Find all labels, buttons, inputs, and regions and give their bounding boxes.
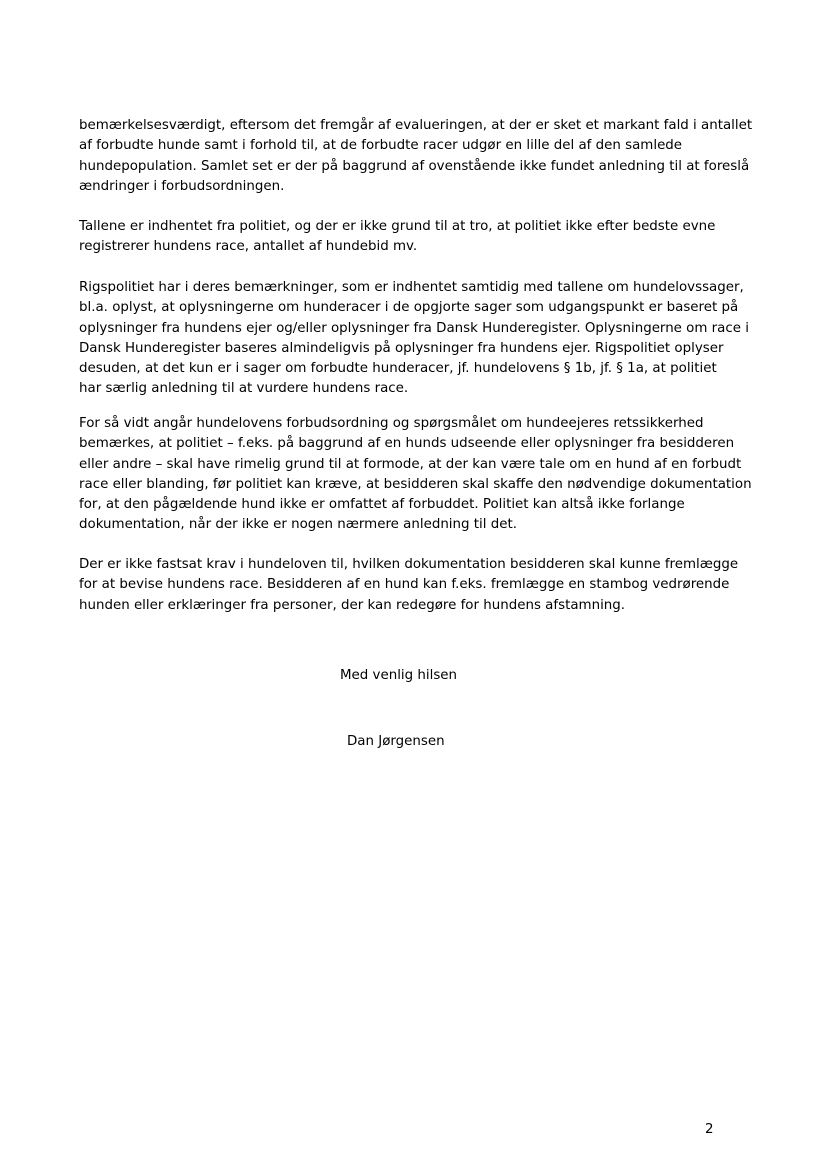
paragraph-3 bbox=[79, 278, 769, 400]
text-line: Dansk Hunderegister baseres almindeligvis på oplysninger fra hundens ejer. Rigspolitiet oplyser bbox=[79, 340, 724, 356]
paragraph-5 bbox=[79, 555, 769, 616]
text-line: registrerer hundens race, antallet af hundebid mv. bbox=[79, 239, 418, 255]
text-line: har særlig anledning til at vurdere hundens race. bbox=[79, 381, 409, 397]
text-line: bemærkelsesværdigt, eftersom det fremgår af evalueringen, at der er sket et markant fald i antallet bbox=[79, 118, 753, 133]
text-line: af forbudte hunde samt i forhold til, at de forbudte racer udgør en lille del af den samlede bbox=[79, 138, 683, 154]
text-line: for at bevise hundens race. Besidderen af en hund kan f.eks. fremlægge en stambog vedrørende bbox=[79, 577, 730, 593]
text-line: ændringer i forbudsordningen. bbox=[79, 178, 285, 194]
text-line: for, at den pågældende hund ikke er omfattet af forbuddet. Politiet kan altså ikke forlange bbox=[79, 497, 685, 513]
text-line: race eller blanding, før politiet kan kræve, at besidderen skal skaffe den nødvendige dokumentation bbox=[79, 476, 752, 492]
signature-name: Dan Jørgensen bbox=[347, 734, 445, 749]
closing-greeting: Med venlig hilsen bbox=[340, 668, 458, 683]
text-line: desuden, at det kun er i sager om forbudte hunderacer, jf. hundelovens § 1b, jf. § 1a, at politiet bbox=[79, 361, 717, 377]
text-line: hunden eller erklæringer fra personer, der kan redegøre for hundens afstamning. bbox=[79, 597, 626, 613]
text-line: Rigspolitiet har i deres bemærkninger, som er indhentet samtidig med tallene om hundelovssager, bbox=[79, 280, 744, 295]
text-line: Der er ikke fastsat krav i hundeloven til, hvilken dokumentation besidderen skal kunne fremlægge bbox=[79, 557, 739, 572]
paragraph-2 bbox=[79, 217, 769, 258]
text-line: eller andre – skal have rimelig grund til at formode, at der kan være tale om en hund af en forbudt bbox=[79, 456, 742, 472]
text-line: bemærkes, at politiet – f.eks. på baggrund af en hunds udseende eller oplysninger fra besidderen bbox=[79, 436, 735, 452]
page-number: 2 bbox=[705, 1122, 714, 1137]
text-line: dokumentation, når der ikke er nogen nærmere anledning til det. bbox=[79, 517, 517, 533]
text-line: bl.a. oplyst, at oplysningerne om hunderacer i de opgjorte sager som udgangspunkt er baseret på bbox=[79, 300, 739, 316]
text-line: oplysninger fra hundens ejer og/eller oplysninger fra Dansk Hunderegister. Oplysningerne om race i bbox=[79, 320, 749, 336]
text-line: For så vidt angår hundelovens forbudsordning og spørgsmålet om hundeejeres retssikkerhed bbox=[79, 416, 704, 431]
paragraph-4 bbox=[79, 414, 769, 536]
paragraph-1 bbox=[79, 116, 769, 197]
text-line: hundepopulation. Samlet set er der på baggrund af ovenstående ikke fundet anledning til at foreslå bbox=[79, 158, 750, 174]
text-line: Tallene er indhentet fra politiet, og der er ikke grund til at tro, at politiet ikke efter bedste evne bbox=[79, 219, 716, 234]
